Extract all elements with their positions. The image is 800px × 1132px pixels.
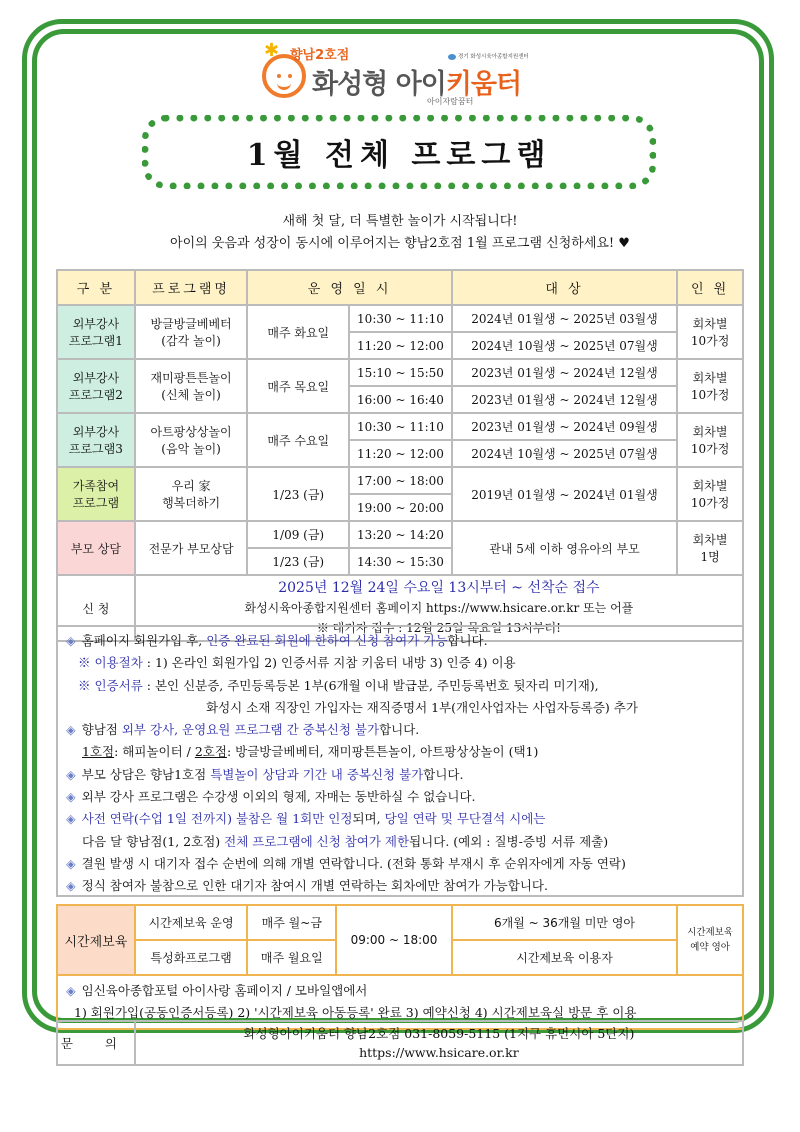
- note-item: ◈ 사전 연락(수업 1일 전까지) 불참은 월 1회만 인정되며, 당일 연락 및 무단결석 시에는: [66, 811, 546, 827]
- note-item: ◈ 홈페이지 회원가입 후, 인증 완료된 회원에 한하여 신청 참여가 가능합니다.: [66, 633, 488, 648]
- day-cell: 1/23 (금): [247, 548, 349, 575]
- diamond-icon: ◈: [66, 983, 76, 998]
- header-target: 대 상: [452, 270, 677, 305]
- diamond-icon: ◈: [66, 789, 76, 805]
- care-program-cell: 특성화프로그램: [135, 940, 248, 975]
- table-row: [57, 521, 743, 548]
- header-capacity: 인 원: [677, 270, 743, 305]
- note-item: ◈ 부모 상담은 향남1호점 특별놀이 상담과 기간 내 중복신청 불가합니다.: [66, 766, 464, 782]
- title-box: [142, 115, 656, 189]
- program-name-cell: 아트팡상상놀이 (음악 놀이): [135, 413, 248, 467]
- intro-line-2: 아이의 웃음과 성장이 동시에 이루어지는 향남2호점 1월 프로그램 신청하세요! ♥: [170, 236, 630, 251]
- childcare-table: [56, 904, 744, 1030]
- target-cell: 2019년 01월생 ~ 2024년 01월생: [452, 467, 677, 521]
- diamond-icon: ◈: [66, 811, 76, 827]
- target-cell: 2024년 01월생 ~ 2025년 03월생: [452, 305, 677, 332]
- target-cell: 관내 5세 이하 영유아의 부모: [452, 521, 677, 575]
- diamond-icon: ◈: [66, 855, 76, 871]
- logo-subtitle: 아이자람꿈터: [427, 97, 474, 106]
- day-cell: 1/09 (금): [247, 521, 349, 548]
- target-cell: 2023년 01월생 ~ 2024년 12월생: [452, 386, 677, 413]
- apply-label: 신 청: [57, 575, 135, 641]
- care-program-cell: 시간제보육 운영: [135, 905, 248, 940]
- program-name-cell: 우리 家 행복더하기: [135, 467, 248, 521]
- time-cell: 11:20 ~ 12:00: [349, 440, 452, 467]
- note-item: ◈ 결원 발생 시 대기자 접수 순번에 의해 개별 연락합니다. (전화 통화 부재시 후 순위자에게 자동 연락): [66, 855, 626, 871]
- note-item: ◈ 외부 강사 프로그램은 수강생 이외의 형제, 자매는 동반하실 수 없습니다.: [66, 789, 476, 805]
- contact-info: [135, 1021, 743, 1065]
- note-subitem: 1호점: 해피놀이터 / 2호점: 방글방글베베터, 재미팡튼튼놀이, 아트팡상상놀이 (택1): [82, 744, 539, 760]
- table-row: [57, 905, 743, 940]
- intro-line-1: 새해 첫 달, 더 특별한 놀이가 시작됩니다!: [282, 214, 518, 229]
- care-capacity-cell: 시간제보육 예약 영아: [677, 905, 743, 975]
- contact-website[interactable]: https://www.hsicare.or.kr: [359, 1045, 519, 1060]
- care-target-cell: 6개월 ~ 36개월 미만 영아: [452, 905, 677, 940]
- contact-table: [56, 1020, 744, 1066]
- care-target-cell: 시간제보육 이용자: [452, 940, 677, 975]
- header-schedule: 운 영 일 시: [247, 270, 451, 305]
- apply-date: 2025년 12월 24일 수요일 13시부터 ~ 선착순 접수: [278, 580, 600, 596]
- time-cell: 19:00 ~ 20:00: [349, 494, 452, 521]
- care-time-cell: 09:00 ~ 18:00: [336, 905, 452, 975]
- time-cell: 13:20 ~ 14:20: [349, 521, 452, 548]
- logo: [262, 42, 552, 112]
- partner-logo: 경기 화성시육아종합지원센터: [448, 52, 529, 60]
- contact-label: 문 의: [57, 1021, 135, 1065]
- partner-logo-icon: [448, 54, 456, 60]
- childcare-label: 시간제보육: [57, 905, 135, 975]
- care-note: ◈ 임신육아종합포털 아이사랑 홈페이지 / 모바일앱에서 1) 회원가입(공동인증서등록) 2) '시간제보육 아동등록' 완료 3) 예약신청 4) 시간제보육실 방문 후 이용: [57, 975, 743, 1029]
- logo-name: 화성형 아이키움터: [312, 69, 522, 100]
- note-item: ◈ 정식 참여자 불참으로 인한 대기자 참여시 개별 연락하는 회차에만 참여가 가능합니다.: [66, 878, 548, 894]
- note-subitem: 화성시 소재 직장인 가입자는 재직증명서 1부(개인사업자는 사업자등록증) 추가: [206, 699, 638, 715]
- target-cell: 2023년 01월생 ~ 2024년 12월생: [452, 359, 677, 386]
- diamond-icon: ◈: [66, 633, 76, 648]
- diamond-icon: ◈: [66, 766, 76, 782]
- apply-website[interactable]: 화성시육아종합지원센터 홈페이지 https://www.hsicare.or.kr 또는 어플: [244, 601, 634, 615]
- category-cell: 가족참여 프로그램: [57, 467, 135, 521]
- category-cell: 외부강사 프로그램3: [57, 413, 135, 467]
- note-item: ◈ 향남점 외부 강사, 운영요원 프로그램 간 중복신청 불가합니다.: [66, 722, 420, 738]
- care-day-cell: 매주 월~금: [247, 905, 336, 940]
- capacity-cell: 회차별 10가정: [677, 467, 743, 521]
- category-cell: 부모 상담: [57, 521, 135, 575]
- note-subitem: 다음 달 향남점(1, 2호점) 전체 프로그램에 신청 참여가 제한됩니다. (예외 : 질병-증빙 서류 제출): [82, 833, 609, 849]
- contact-phone: 화성형아이키움터 향남2호점 031-8059-5115 (1지구 휴먼시아 5단지): [243, 1026, 635, 1041]
- capacity-cell: 회차별 10가정: [677, 305, 743, 359]
- table-row: [57, 467, 743, 494]
- table-header: [57, 270, 743, 305]
- time-cell: 17:00 ~ 18:00: [349, 467, 452, 494]
- table-row: [57, 359, 743, 386]
- table-row: [57, 413, 743, 440]
- day-cell: 1/23 (금): [247, 467, 349, 521]
- diamond-icon: ◈: [66, 722, 76, 738]
- program-table: [56, 269, 744, 642]
- star-icon: ✱: [264, 40, 280, 61]
- table-row: [57, 305, 743, 332]
- capacity-cell: 회차별 10가정: [677, 413, 743, 467]
- notes-box: [56, 625, 744, 897]
- header-program-name: 프로그램명: [135, 270, 248, 305]
- program-name-cell: 방글방글베베터 (감각 놀이): [135, 305, 248, 359]
- note-subitem: ※ 이용절차 : 1) 온라인 회원가입 2) 인증서류 지참 키움터 내방 3) 인증 4) 이용: [78, 655, 516, 671]
- header-category: 구 분: [57, 270, 135, 305]
- care-day-cell: 매주 월요일: [247, 940, 336, 975]
- category-cell: 외부강사 프로그램2: [57, 359, 135, 413]
- note-subitem: ※ 인증서류 : 본인 신분증, 주민등록등본 1부(6개월 이내 발급분, 주민등록번호 뒷자리 미기재),: [78, 677, 599, 693]
- logo-branch: 향남2호점: [290, 48, 350, 63]
- program-name-cell: 재미팡튼튼놀이 (신체 놀이): [135, 359, 248, 413]
- page-title: 1월 전체 프로그램: [246, 138, 552, 173]
- time-cell: 10:30 ~ 11:10: [349, 305, 452, 332]
- time-cell: 15:10 ~ 15:50: [349, 359, 452, 386]
- time-cell: 11:20 ~ 12:00: [349, 332, 452, 359]
- time-cell: 14:30 ~ 15:30: [349, 548, 452, 575]
- target-cell: 2023년 01월생 ~ 2024년 09월생: [452, 413, 677, 440]
- apply-waitlist: ※ 대기자 접수 : 12월 25일 목요일 13시부터!: [316, 621, 561, 635]
- target-cell: 2024년 10월생 ~ 2025년 07월생: [452, 332, 677, 359]
- category-cell: 외부강사 프로그램1: [57, 305, 135, 359]
- capacity-cell: 회차별 1명: [677, 521, 743, 575]
- day-cell: 매주 화요일: [247, 305, 349, 359]
- program-name-cell: 전문가 부모상담: [135, 521, 248, 575]
- time-cell: 10:30 ~ 11:10: [349, 413, 452, 440]
- capacity-cell: 회차별 10가정: [677, 359, 743, 413]
- target-cell: 2024년 10월생 ~ 2025년 07월생: [452, 440, 677, 467]
- day-cell: 매주 목요일: [247, 359, 349, 413]
- day-cell: 매주 수요일: [247, 413, 349, 467]
- time-cell: 16:00 ~ 16:40: [349, 386, 452, 413]
- table-row: [57, 1021, 743, 1065]
- diamond-icon: ◈: [66, 878, 76, 894]
